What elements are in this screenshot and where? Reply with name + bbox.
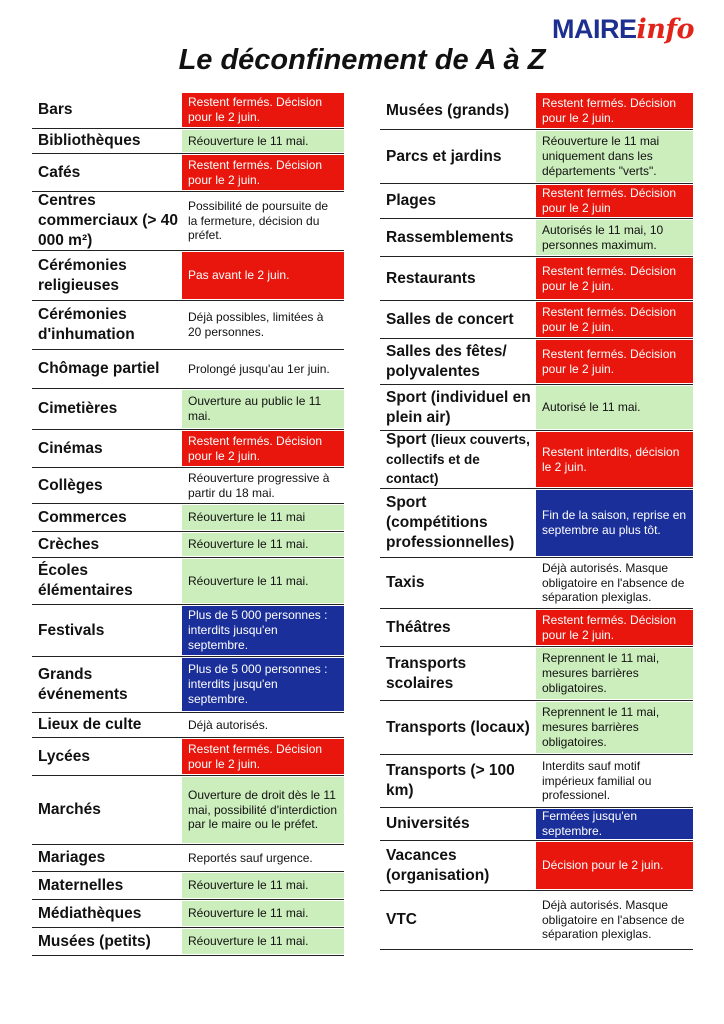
row-label xyxy=(380,339,536,384)
row-status: Prolongé jusqu'au 1er juin. xyxy=(182,351,344,387)
row-status: Interdits sauf motif impérieux familial ou professionel. xyxy=(536,756,693,806)
table-row xyxy=(32,605,344,657)
row-label-text: Festivals xyxy=(38,621,105,639)
row-label xyxy=(32,558,182,604)
row-label xyxy=(32,129,182,153)
row-label xyxy=(32,928,182,955)
row-status: Autorisés le 11 mai, 10 personnes maximum. xyxy=(536,220,693,255)
row-label xyxy=(380,609,536,646)
row-status: Réouverture le 11 mai. xyxy=(182,873,344,898)
row-label xyxy=(32,504,182,531)
row-label-text: Transports scolaires xyxy=(386,654,467,692)
row-status: Restent fermés. Décision pour le 2 juin. xyxy=(536,93,693,128)
row-label xyxy=(32,872,182,899)
row-label-text: Transports (locaux) xyxy=(386,718,530,736)
row-label-text: Cérémonies religieuses xyxy=(38,256,127,294)
row-label-text: Chômage partiel xyxy=(38,360,160,378)
row-label xyxy=(32,430,182,467)
maireinfo-logo xyxy=(552,14,694,45)
table-row xyxy=(380,701,693,755)
logo-info-text: info xyxy=(636,14,694,45)
row-label-text: Salles des fêtes/ polyvalentes xyxy=(386,342,507,380)
table-row xyxy=(380,609,693,647)
table-row xyxy=(32,154,344,192)
row-label-text: Bars xyxy=(38,101,73,119)
row-label-text: Cérémonies d'inhumation xyxy=(38,306,135,343)
row-status: Autorisé le 11 mai. xyxy=(536,386,693,429)
row-status: Fermées jusqu'en septembre. xyxy=(536,809,693,839)
row-label-text: Taxis xyxy=(386,574,425,592)
table-row xyxy=(32,738,344,776)
row-label xyxy=(32,251,182,300)
table-row xyxy=(32,430,344,468)
row-label-text: Cinémas xyxy=(38,439,103,457)
row-label-text: Lieux de culte xyxy=(38,716,142,734)
row-label xyxy=(380,184,536,218)
row-label xyxy=(380,808,536,840)
row-label-text: Lycées xyxy=(38,747,90,765)
table-row xyxy=(380,891,693,950)
row-label xyxy=(380,558,536,608)
row-label xyxy=(32,657,182,712)
table-row xyxy=(32,872,344,900)
table-row xyxy=(32,468,344,504)
row-label-text: Cimetières xyxy=(38,400,118,418)
row-status: Réouverture le 11 mai uniquement dans les départements "verts". xyxy=(536,131,693,182)
row-label xyxy=(380,257,536,300)
row-label xyxy=(380,841,536,890)
row-status: Reprennent le 11 mai, mesures barrières obligatoires. xyxy=(536,648,693,699)
row-status: Réouverture le 11 mai. xyxy=(182,559,344,603)
row-label-text: Commerces xyxy=(38,508,127,526)
row-status: Restent fermés. Décision pour le 2 juin. xyxy=(536,610,693,645)
row-label-text: Sport (compétitions professionnelles) xyxy=(386,494,515,551)
row-label xyxy=(380,489,536,557)
row-status: Restent fermés. Décision pour le 2 juin. xyxy=(182,93,344,127)
row-status: Restent fermés. Décision pour le 2 juin. xyxy=(536,302,693,337)
row-status: Restent fermés. Décision pour le 2 juin. xyxy=(182,739,344,774)
row-label xyxy=(32,154,182,191)
row-label xyxy=(380,755,536,807)
row-status: Fin de la saison, reprise en septembre au plus tôt. xyxy=(536,490,693,556)
row-label-text: Vacances (organisation) xyxy=(386,846,490,884)
table-row xyxy=(32,350,344,389)
row-label-text: Bibliothèques xyxy=(38,132,141,150)
row-label xyxy=(32,845,182,871)
row-label xyxy=(32,900,182,927)
row-label-text: Collèges xyxy=(38,476,103,494)
row-label-text: Sport (individuel en plein air) xyxy=(386,388,531,426)
table-row xyxy=(380,489,693,558)
row-label xyxy=(380,701,536,754)
row-status: Restent fermés. Décision pour le 2 juin xyxy=(536,185,693,217)
row-label-text: Musées (grands) xyxy=(386,101,510,119)
table-row xyxy=(380,431,693,489)
table-row xyxy=(380,130,693,184)
row-status: Reportés sauf urgence. xyxy=(182,846,344,870)
row-label-text: Médiathèques xyxy=(38,904,142,922)
table-row xyxy=(380,184,693,219)
table-row xyxy=(32,776,344,845)
row-status: Réouverture le 11 mai. xyxy=(182,901,344,926)
table-row xyxy=(32,504,344,532)
row-label xyxy=(32,92,182,128)
table-row xyxy=(32,301,344,350)
row-label xyxy=(32,301,182,349)
table-row xyxy=(380,92,693,130)
row-status: Pas avant le 2 juin. xyxy=(182,252,344,299)
row-label-text: Cafés xyxy=(38,163,81,181)
row-label-text: Crèches xyxy=(38,535,100,553)
row-status: Réouverture progressive à partir du 18 mai. xyxy=(182,469,344,502)
row-label xyxy=(380,130,536,183)
row-label-text: Universités xyxy=(386,815,470,833)
row-label-text: Théâtres xyxy=(386,618,451,636)
row-status: Réouverture le 11 mai. xyxy=(182,130,344,152)
table-row xyxy=(32,928,344,956)
row-label xyxy=(32,776,182,844)
row-label-text: Grands événements xyxy=(38,665,128,703)
table-row xyxy=(32,389,344,430)
row-label xyxy=(380,92,536,129)
row-label-text: Marchés xyxy=(38,801,101,819)
row-label-text: Rassemblements xyxy=(386,228,514,246)
table-row xyxy=(32,192,344,251)
row-label xyxy=(380,385,536,430)
table-row xyxy=(380,257,693,301)
row-status: Déjà autorisés. Masque obligatoire en l'absence de séparation plexiglas. xyxy=(536,892,693,948)
row-label xyxy=(32,192,182,250)
row-status: Restent fermés. Décision pour le 2 juin. xyxy=(536,258,693,299)
row-label xyxy=(32,738,182,775)
row-status: Restent interdits, décision le 2 juin. xyxy=(536,432,693,487)
row-label xyxy=(32,389,182,429)
row-label-text: Parcs et jardins xyxy=(386,147,502,165)
row-status: Déjà autorisés. xyxy=(182,714,344,736)
row-label xyxy=(32,605,182,656)
row-label xyxy=(32,713,182,737)
row-status: Restent fermés. Décision pour le 2 juin. xyxy=(182,431,344,466)
left-column-table xyxy=(32,92,344,956)
row-label-text: VTC xyxy=(386,911,417,929)
row-label xyxy=(32,532,182,557)
row-status: Réouverture le 11 mai. xyxy=(182,929,344,954)
row-label xyxy=(380,219,536,256)
table-row xyxy=(380,755,693,808)
table-row xyxy=(32,713,344,738)
row-label-text: Salles de concert xyxy=(386,310,514,328)
table-row xyxy=(380,558,693,609)
row-label-text: Mariages xyxy=(38,849,106,867)
row-label xyxy=(32,468,182,503)
row-label-text: Maternelles xyxy=(38,876,124,894)
table-row xyxy=(32,900,344,928)
row-status: Ouverture au public le 11 mai. xyxy=(182,390,344,428)
row-status: Restent fermés. Décision pour le 2 juin. xyxy=(182,155,344,190)
row-status: Plus de 5 000 personnes : interdits jusqu'en septembre. xyxy=(182,658,344,711)
table-row xyxy=(32,251,344,301)
row-label xyxy=(380,301,536,338)
row-label-text: Écoles élémentaires xyxy=(38,562,133,599)
row-status: Plus de 5 000 personnes : interdits jusqu'en septembre. xyxy=(182,606,344,655)
logo-maire-text: MAIRE xyxy=(551,14,637,44)
row-status: Déjà autorisés. Masque obligatoire en l'absence de séparation plexiglas. xyxy=(536,559,693,607)
right-column-table xyxy=(380,92,693,950)
table-row xyxy=(32,532,344,558)
row-status: Réouverture le 11 mai xyxy=(182,505,344,530)
row-label-text: Transports (> 100 km) xyxy=(386,762,515,799)
table-row xyxy=(380,647,693,701)
table-row xyxy=(32,92,344,129)
table-row xyxy=(380,219,693,257)
row-status: Possibilité de poursuite de la fermeture, décision du préfet. xyxy=(182,193,344,249)
table-row xyxy=(380,339,693,385)
row-status: Déjà possibles, limitées à 20 personnes. xyxy=(182,302,344,348)
row-status: Restent fermés. Décision pour le 2 juin. xyxy=(536,340,693,383)
row-label-text: Centres commerciaux (> 40 000 m²) xyxy=(38,192,179,249)
row-label xyxy=(380,891,536,949)
row-label xyxy=(380,431,536,488)
table-row xyxy=(380,841,693,891)
row-status: Ouverture de droit dès le 11 mai, possibilité d'interdiction par le maire ou le préfet. xyxy=(182,777,344,843)
page-title: Le déconfinement de A à Z xyxy=(178,44,546,76)
row-status: Réouverture le 11 mai. xyxy=(182,533,344,556)
table-row xyxy=(380,808,693,841)
row-label-subtext: (lieux couverts, collectifs et de contact) xyxy=(386,431,530,487)
row-label-text: Sport xyxy=(386,430,427,448)
table-row xyxy=(32,657,344,713)
table-row xyxy=(32,845,344,872)
row-label-text: Musées (petits) xyxy=(38,932,151,950)
row-label xyxy=(380,647,536,700)
row-label xyxy=(32,350,182,388)
row-status: Reprennent le 11 mai, mesures barrières obligatoires. xyxy=(536,702,693,753)
table-row xyxy=(32,558,344,605)
row-status: Décision pour le 2 juin. xyxy=(536,842,693,889)
table-row xyxy=(32,129,344,154)
table-row xyxy=(380,385,693,431)
row-label-text: Restaurants xyxy=(386,269,476,287)
table-row xyxy=(380,301,693,339)
row-label-text: Plages xyxy=(386,192,436,210)
